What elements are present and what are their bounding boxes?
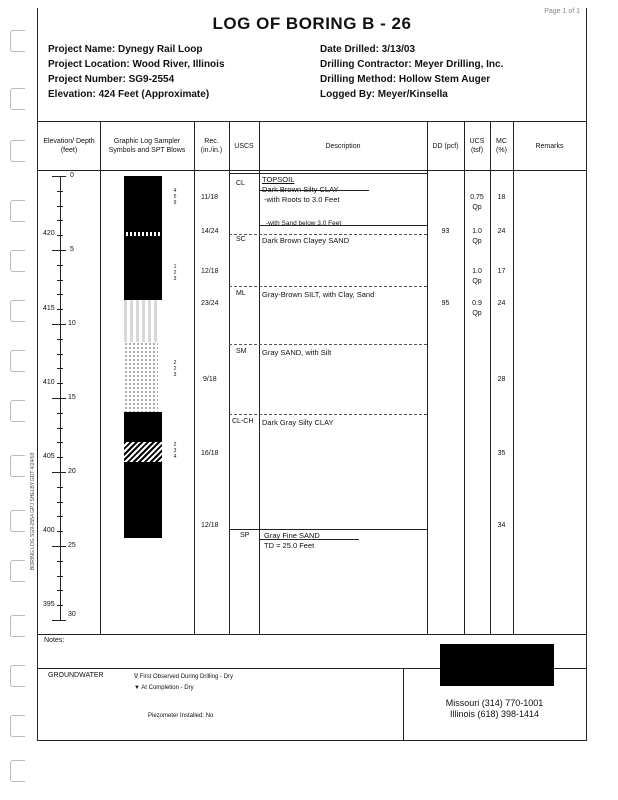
graphic-log-clay bbox=[124, 176, 162, 232]
water-level-icon: ▼ bbox=[134, 685, 142, 691]
ucs-sub: Qp bbox=[472, 278, 482, 285]
depth-tick bbox=[57, 457, 63, 458]
elevation-label: 420 bbox=[43, 230, 55, 237]
project-location: Project Location: Wood River, Illinois bbox=[48, 59, 225, 70]
redacted-logo bbox=[440, 644, 554, 686]
binder-hole bbox=[10, 350, 25, 372]
ucs-value: 0.75 bbox=[470, 194, 484, 201]
depth-tick bbox=[52, 472, 66, 473]
depth-tick bbox=[52, 176, 66, 177]
depth-tick bbox=[57, 516, 63, 517]
depth-tick bbox=[57, 309, 63, 310]
binder-hole bbox=[10, 250, 25, 272]
spt-blows: 2 3 4 bbox=[173, 442, 177, 460]
rec-value: 11/18 bbox=[201, 194, 218, 201]
mc-value: 24 bbox=[497, 228, 506, 235]
layer-line bbox=[229, 173, 427, 174]
rec-value: 23/24 bbox=[201, 300, 219, 307]
ucs-sub: Qp bbox=[472, 238, 482, 245]
page-title: LOG OF BORING B - 26 bbox=[212, 14, 412, 33]
strike-line bbox=[259, 190, 369, 191]
rec-value: 9/18 bbox=[203, 376, 217, 383]
header-uscs: USCS bbox=[234, 142, 254, 150]
project-info-right bbox=[320, 42, 503, 102]
water-completion-text: At Completion - Dry bbox=[141, 685, 194, 691]
depth-tick bbox=[57, 502, 63, 503]
description-text: Gray SAND, with Silt bbox=[262, 348, 332, 357]
description-text: Dark Brown Silty CLAY bbox=[262, 185, 339, 194]
mc-value: 35 bbox=[497, 450, 506, 457]
description-text: TOPSOIL bbox=[262, 175, 295, 184]
spt-blows: 2 2 3 bbox=[173, 360, 177, 378]
uscs-code: ML bbox=[236, 290, 246, 297]
depth-tick bbox=[57, 487, 63, 488]
contact-illinois: Illinois (618) 398-1414 bbox=[449, 709, 540, 719]
depth-tick bbox=[57, 605, 63, 606]
depth-label: 30 bbox=[68, 611, 76, 618]
logged-by: Logged By: Meyer/Kinsella bbox=[320, 89, 448, 100]
description-text: Dark Gray Silty CLAY bbox=[262, 418, 334, 427]
binder-hole bbox=[10, 760, 25, 782]
header-dd: DD (pcf) bbox=[432, 142, 459, 150]
depth-tick bbox=[57, 368, 63, 369]
boring-log-sheet bbox=[37, 8, 587, 741]
drilling-contractor: Drilling Contractor: Meyer Drilling, Inc. bbox=[320, 59, 504, 70]
contact-block bbox=[403, 698, 586, 720]
mc-value: 28 bbox=[497, 376, 506, 383]
col-divider bbox=[513, 121, 514, 634]
layer-line bbox=[229, 344, 427, 345]
water-first-observed bbox=[134, 673, 233, 680]
depth-tick bbox=[57, 561, 63, 562]
col-divider bbox=[259, 121, 260, 634]
mc-value: 24 bbox=[497, 300, 506, 307]
description-text: -with Sand below 3.0 Feet bbox=[266, 220, 342, 227]
depth-tick bbox=[57, 383, 63, 384]
rec-value: 12/18 bbox=[201, 522, 219, 529]
graphic-log-silty-clay bbox=[124, 412, 162, 442]
header-remarks: Remarks bbox=[535, 142, 564, 150]
depth-tick bbox=[57, 576, 63, 577]
graphic-log-clayey-sand bbox=[124, 236, 162, 300]
depth-tick bbox=[57, 220, 63, 221]
description-text: Dark Brown Clayey SAND bbox=[262, 236, 350, 245]
elevation-label: 400 bbox=[43, 527, 55, 534]
col-divider bbox=[100, 121, 101, 634]
drilling-method: Drilling Method: Hollow Stem Auger bbox=[320, 74, 491, 85]
page-hint: Page 1 of 1 bbox=[544, 8, 580, 15]
mc-value: 18 bbox=[497, 194, 506, 201]
mc-value: 17 bbox=[497, 268, 506, 275]
project-name: Project Name: Dynegy Rail Loop bbox=[48, 44, 203, 55]
binder-hole bbox=[10, 88, 25, 110]
binder-hole bbox=[10, 665, 25, 687]
depth-label: 25 bbox=[68, 542, 76, 549]
dd-value: 95 bbox=[441, 300, 450, 307]
side-print: BORING LOG SG9-2554.GPJ SHELBY.GDT 4/24/03 bbox=[30, 452, 36, 570]
spt-blows: 4 5 9 bbox=[173, 188, 177, 206]
project-number: Project Number: SG9-2554 bbox=[48, 74, 175, 85]
elevation-label: 415 bbox=[43, 305, 55, 312]
layer-line bbox=[229, 414, 427, 415]
binder-hole bbox=[10, 615, 25, 637]
depth-tick bbox=[57, 191, 63, 192]
depth-label: 5 bbox=[70, 246, 74, 253]
ucs-value: 1.0 bbox=[472, 268, 482, 275]
depth-label: 0 bbox=[70, 172, 74, 179]
uscs-code: SM bbox=[236, 348, 247, 355]
depth-tick bbox=[52, 620, 66, 621]
depth-tick bbox=[52, 398, 66, 399]
depth-tick bbox=[57, 531, 63, 532]
depth-tick bbox=[52, 250, 66, 251]
binder-hole bbox=[10, 30, 25, 52]
graphic-log-sand bbox=[124, 342, 158, 412]
header-ucs: UCS (tsf) bbox=[469, 138, 485, 154]
graphic-log-fine-sand bbox=[124, 462, 162, 538]
binder-hole bbox=[10, 300, 25, 322]
binder-hole bbox=[10, 455, 25, 477]
binder-holes bbox=[8, 0, 30, 800]
mc-value: 34 bbox=[497, 522, 506, 529]
depth-tick bbox=[57, 339, 63, 340]
groundwater-label: GROUNDWATER bbox=[48, 672, 104, 679]
binder-hole bbox=[10, 140, 25, 162]
depth-label: 15 bbox=[68, 394, 76, 401]
header-graphic-log: Graphic Log Sampler Symbols and SPT Blows bbox=[108, 138, 186, 154]
header-bottom-line bbox=[38, 170, 586, 171]
water-at-completion bbox=[134, 685, 194, 691]
col-divider bbox=[194, 121, 195, 634]
project-elevation: Elevation: 424 Feet (Approximate) bbox=[48, 89, 210, 100]
col-divider bbox=[427, 121, 428, 634]
depth-tick bbox=[57, 354, 63, 355]
rec-value: 12/18 bbox=[201, 268, 219, 275]
header-mc: MC (%) bbox=[496, 138, 507, 154]
dd-value: 93 bbox=[441, 228, 450, 235]
strike-line bbox=[259, 225, 427, 226]
depth-tick bbox=[57, 294, 63, 295]
ucs-value: 1.0 bbox=[472, 228, 482, 235]
depth-tick bbox=[57, 428, 63, 429]
depth-label: 20 bbox=[68, 468, 76, 475]
piezometer-installed: Piezometer Installed: No bbox=[148, 713, 214, 719]
notes-label: Notes: bbox=[44, 637, 65, 644]
binder-hole bbox=[10, 400, 25, 422]
rec-value: 16/18 bbox=[201, 450, 219, 457]
uscs-code: SC bbox=[236, 236, 246, 243]
depth-tick bbox=[57, 206, 63, 207]
table-bottom-line bbox=[38, 634, 586, 635]
depth-tick bbox=[57, 265, 63, 266]
contact-missouri: Missouri (314) 770-1001 bbox=[445, 698, 544, 708]
depth-tick bbox=[52, 324, 66, 325]
water-level-icon: ∇ bbox=[134, 674, 140, 680]
uscs-code: SP bbox=[240, 532, 250, 539]
binder-hole bbox=[10, 510, 25, 532]
elevation-label: 405 bbox=[43, 453, 55, 460]
ucs-sub: Qp bbox=[472, 204, 482, 211]
elevation-label: 410 bbox=[43, 379, 55, 386]
graphic-log-hatch bbox=[124, 442, 162, 462]
ucs-sub: Qp bbox=[472, 310, 482, 317]
depth-tick bbox=[52, 546, 66, 547]
project-info-left bbox=[48, 42, 225, 102]
uscs-code: CL bbox=[236, 180, 245, 187]
description-text: TD = 25.0 Feet bbox=[264, 541, 315, 550]
water-first-text: First Observed During Drilling - Dry bbox=[139, 674, 234, 680]
depth-tick bbox=[57, 413, 63, 414]
layer-line bbox=[229, 529, 427, 530]
description-text: Gray-Brown SILT, with Clay, Sand bbox=[262, 290, 375, 299]
description-text: -with Roots to 3.0 Feet bbox=[264, 195, 340, 204]
date-drilled: Date Drilled: 3/13/03 bbox=[320, 44, 416, 55]
graphic-log-silt bbox=[124, 300, 158, 342]
binder-hole bbox=[10, 200, 25, 222]
strike-line bbox=[259, 539, 359, 540]
binder-hole bbox=[10, 715, 25, 737]
layer-line bbox=[229, 286, 427, 287]
depth-tick bbox=[57, 280, 63, 281]
ucs-value: 0.9 bbox=[472, 300, 482, 307]
description-text: Gray Fine SAND bbox=[264, 531, 320, 540]
binder-hole bbox=[10, 560, 25, 582]
depth-label: 10 bbox=[68, 320, 76, 327]
col-divider bbox=[229, 121, 230, 634]
rec-value: 14/24 bbox=[201, 228, 219, 235]
elevation-label: 395 bbox=[43, 601, 55, 608]
depth-tick bbox=[57, 442, 63, 443]
header-rec: Rec. (in./in.) bbox=[200, 138, 223, 154]
uscs-code: CL-CH bbox=[232, 418, 254, 425]
depth-tick bbox=[57, 235, 63, 236]
header-description: Description bbox=[325, 142, 361, 150]
depth-tick bbox=[57, 590, 63, 591]
spt-blows: 1 2 3 bbox=[173, 264, 177, 282]
layer-line bbox=[229, 234, 427, 235]
header-elev-depth: Elevation/ Depth (feet) bbox=[43, 138, 95, 154]
